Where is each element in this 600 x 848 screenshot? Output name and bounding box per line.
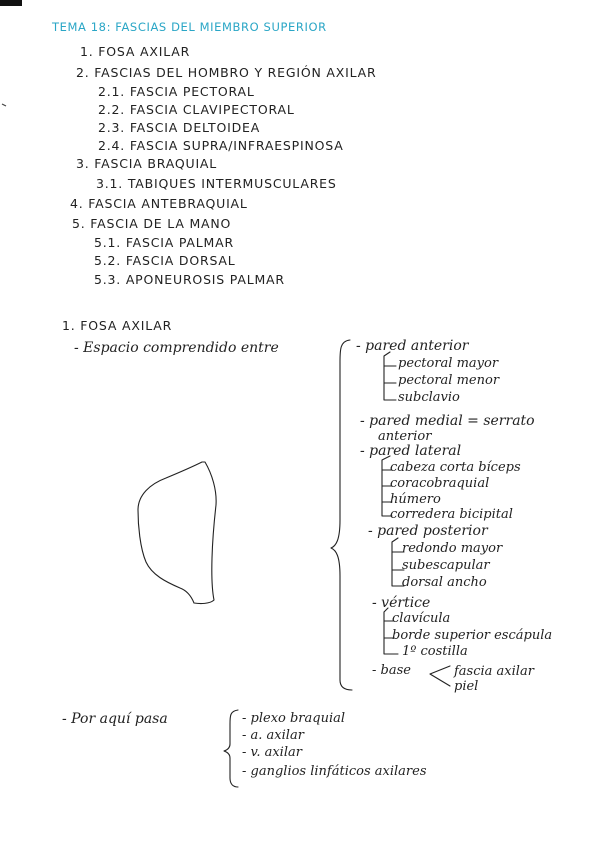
wall-item: redondo mayor bbox=[402, 541, 503, 556]
passes-item: - ganglios linfáticos axilares bbox=[242, 764, 427, 779]
toc-item: 4. FASCIA ANTEBRAQUIAL bbox=[70, 196, 248, 211]
wall-posterior-label: - pared posterior bbox=[368, 523, 488, 539]
wall-item: pectoral menor bbox=[398, 373, 500, 388]
toc-item: 5. FASCIA DE LA MANO bbox=[72, 216, 232, 231]
section-intro: - Espacio comprendido entre bbox=[74, 340, 279, 356]
anterior-bracket bbox=[384, 352, 396, 400]
wall-item: subclavio bbox=[398, 390, 460, 405]
section-heading: 1. FOSA AXILAR bbox=[62, 318, 173, 333]
passes-brace bbox=[224, 710, 238, 787]
vertice-item: clavícula bbox=[392, 611, 451, 626]
toc-item: 2.1. FASCIA PECTORAL bbox=[98, 84, 255, 99]
vertice-item: 1º costilla bbox=[402, 644, 468, 659]
toc-item: 3. FASCIA BRAQUIAL bbox=[76, 156, 218, 171]
toc-item: 5.1. FASCIA PALMAR bbox=[94, 235, 234, 250]
base-label: - base bbox=[372, 663, 411, 678]
base-item: fascia axilar bbox=[454, 664, 534, 679]
toc-item: 5.2. FASCIA DORSAL bbox=[94, 253, 236, 268]
wall-item: dorsal ancho bbox=[402, 575, 487, 590]
toc-item: 5.3. APONEUROSIS PALMAR bbox=[94, 272, 285, 287]
toc-item: 2.3. FASCIA DELTOIDEA bbox=[98, 120, 261, 135]
lateral-bracket bbox=[382, 456, 392, 516]
toc-item: 2. FASCIAS DEL HOMBRO Y REGIÓN AXILAR bbox=[76, 65, 377, 80]
wall-item: cabeza corta bíceps bbox=[390, 460, 521, 475]
wall-item: subescapular bbox=[402, 558, 490, 573]
wall-item: húmero bbox=[390, 492, 441, 507]
vertice-item: borde superior escápula bbox=[392, 628, 553, 643]
wall-medial-label: - pared medial = serrato bbox=[360, 413, 535, 429]
passes-label: - Por aquí pasa bbox=[62, 711, 168, 727]
passes-item: - v. axilar bbox=[242, 745, 302, 760]
wall-lateral-label: - pared lateral bbox=[360, 443, 462, 459]
wall-medial-label-cont: anterior bbox=[378, 429, 432, 444]
wall-item: corredera bicipital bbox=[390, 507, 513, 522]
toc-item: 3.1. TABIQUES INTERMUSCULARES bbox=[96, 176, 337, 191]
vertice-bracket bbox=[384, 608, 398, 654]
margin-mark bbox=[2, 104, 6, 106]
toc-item: 2.2. FASCIA CLAVIPECTORAL bbox=[98, 102, 295, 117]
wall-anterior-label: - pared anterior bbox=[356, 338, 469, 354]
vertice-label: - vértice bbox=[372, 595, 431, 611]
page-title: TEMA 18: FASCIAS DEL MIEMBRO SUPERIOR bbox=[52, 20, 327, 34]
base-split bbox=[430, 666, 450, 686]
wall-item: pectoral mayor bbox=[398, 356, 499, 371]
wall-item: coracobraquial bbox=[390, 476, 490, 491]
posterior-bracket bbox=[392, 538, 404, 586]
toc-item: 2.4. FASCIA SUPRA/INFRAESPINOSA bbox=[98, 138, 344, 153]
passes-item: - a. axilar bbox=[242, 728, 304, 743]
main-brace bbox=[331, 340, 352, 690]
passes-item: - plexo braquial bbox=[242, 711, 346, 726]
axilla-sketch bbox=[138, 462, 216, 604]
base-item: piel bbox=[454, 679, 479, 694]
toc-item: 1. FOSA AXILAR bbox=[80, 44, 191, 59]
